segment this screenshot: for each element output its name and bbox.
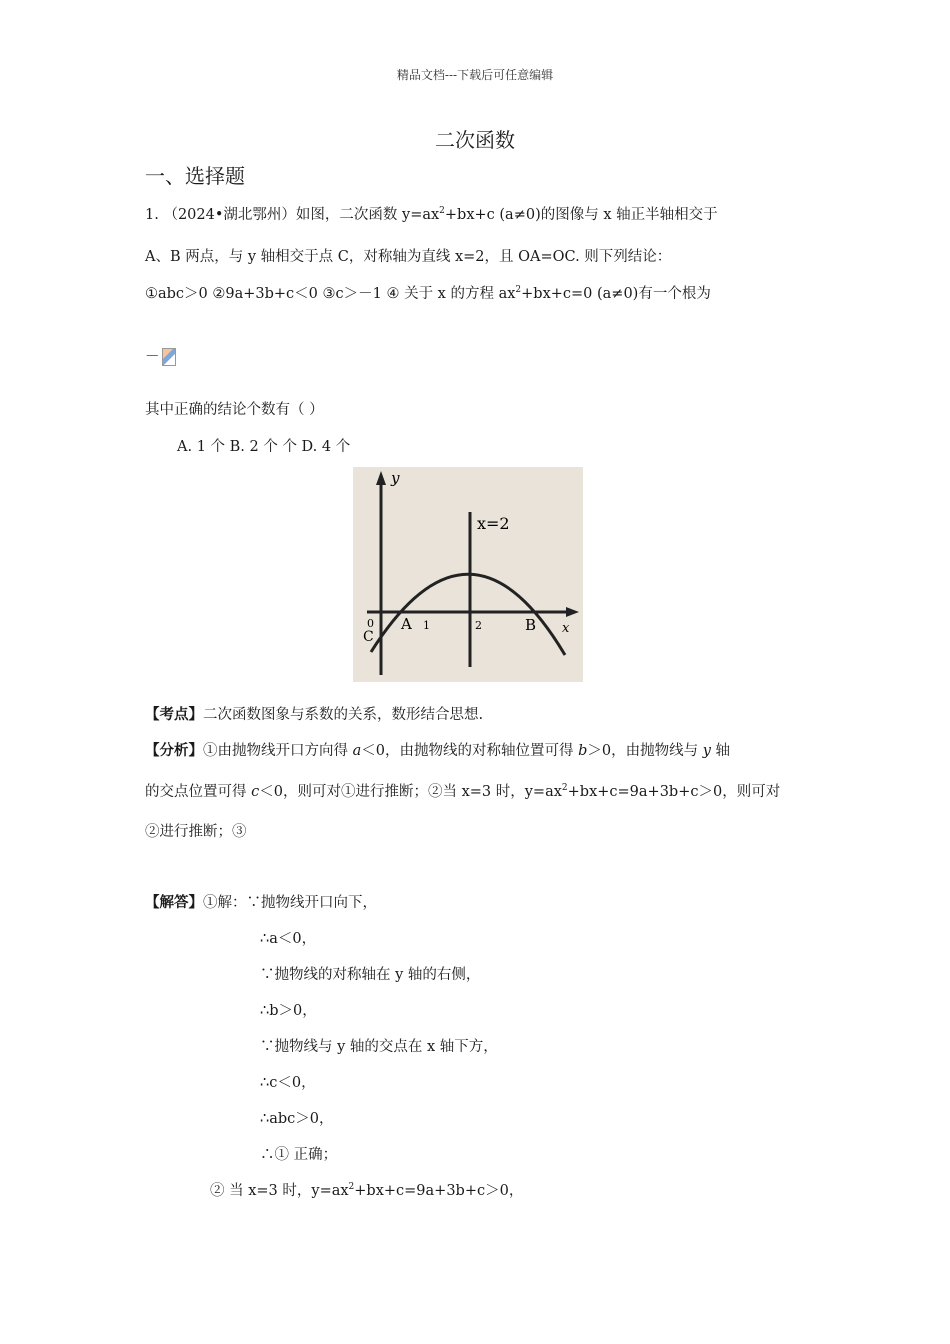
fenxi-text: 的交点位置可得 [145,784,252,800]
superscript: 2 [348,1182,355,1193]
parabola-graph [353,467,583,682]
jieda-step: ∴c＜0， [260,1075,316,1091]
superscript: 2 [515,285,522,296]
fenxi-line-3: ②进行推断；③ [145,824,247,840]
variable: b [578,743,588,759]
jieda-text: ①解：∵抛物线开口向下， [203,895,377,911]
broken-image-icon [162,348,176,366]
fenxi-text: ＜0，则可对①进行推断；②当 x=3 时，y=ax [259,784,562,800]
fenxi-line-2 [145,780,780,801]
fenxi-text: ①由抛物线开口方向得 [203,743,353,759]
question-text: +bx+c=0 (a≠0)有一个根为 [521,286,711,302]
jieda-step: ∴b＞0， [260,1003,317,1019]
jieda-step: ∴① 正确； [260,1147,338,1163]
jieda-line-last [210,1179,523,1200]
fenxi-text: ＜0，由抛物线的对称轴位置可得 [361,743,579,759]
superscript: 2 [439,206,445,217]
question-text: +bx+c (a≠0)的图像与 x 轴正半轴相交于 [444,207,718,223]
minus-sign: － [145,349,160,365]
fenxi-line-1 [145,739,730,760]
jieda-step: ∴a＜0， [260,931,317,947]
y-axis-arrow [376,471,386,485]
fenxi-text: ＞0，由抛物线与 [587,743,703,759]
fenxi-tag: 【分析】 [145,742,203,759]
variable: y [702,743,711,759]
jieda-step: ∵抛物线与 y 轴的交点在 x 轴下方， [260,1039,498,1055]
question-line-5: 其中正确的结论个数有（ ） [145,402,324,418]
tick-label-1: 1 [423,619,430,632]
variable: c [251,784,260,800]
section-heading: 一、选择题 [145,164,245,188]
question-text: 1. （2024•湖北鄂州）如图，二次函数 y=ax [145,207,440,223]
question-line-4 [145,345,176,366]
jieda-step: ∴abc＞0， [260,1111,334,1127]
kaodian-tag: 【考点】 [145,706,203,723]
jieda-tag: 【解答】 [145,894,203,911]
question-line-1 [145,203,718,224]
jieda-line-1 [145,891,377,912]
point-c-label: C [363,629,374,645]
superscript: 2 [561,783,568,794]
parabola-figure [353,467,583,682]
fenxi-text: 轴 [710,743,731,759]
tick-label-2: 2 [475,619,482,632]
symmetry-label: x=2 [477,514,510,533]
point-a-label: A [401,615,412,633]
page-title: 二次函数 [435,128,515,152]
origin-label: 0 [367,617,374,630]
jieda-step: ∵抛物线的对称轴在 y 轴的右侧， [260,967,481,983]
variable: a [352,743,362,759]
jieda-text: +bx+c=9a+3b+c＞0， [354,1183,524,1199]
fenxi-text: +bx+c=9a+3b+c＞0，则可对 [567,784,781,800]
kaodian-text: 二次函数图象与系数的关系，数形结合思想. [203,707,484,723]
x-axis-arrow [566,607,579,617]
question-line-2: A、B 两点，与 y 轴相交于点 C，对称轴为直线 x=2，且 OA=OC. 则下列结论： [145,249,672,265]
question-text: ①abc＞0 ②9a+3b+c＜0 ③c＞－1 ④ 关于 x 的方程 ax [145,286,516,302]
kaodian-line [145,703,483,724]
y-label: y [391,469,400,487]
question-line-3 [145,282,711,303]
point-b-label: B [525,616,537,634]
page-header: 精品文档---下载后可任意编辑 [396,68,554,82]
jieda-text: ② 当 x=3 时，y=ax [210,1183,349,1199]
answer-options: A. 1 个 B. 2 个 个 D. 4 个 [177,439,351,455]
x-label: x [562,621,570,636]
